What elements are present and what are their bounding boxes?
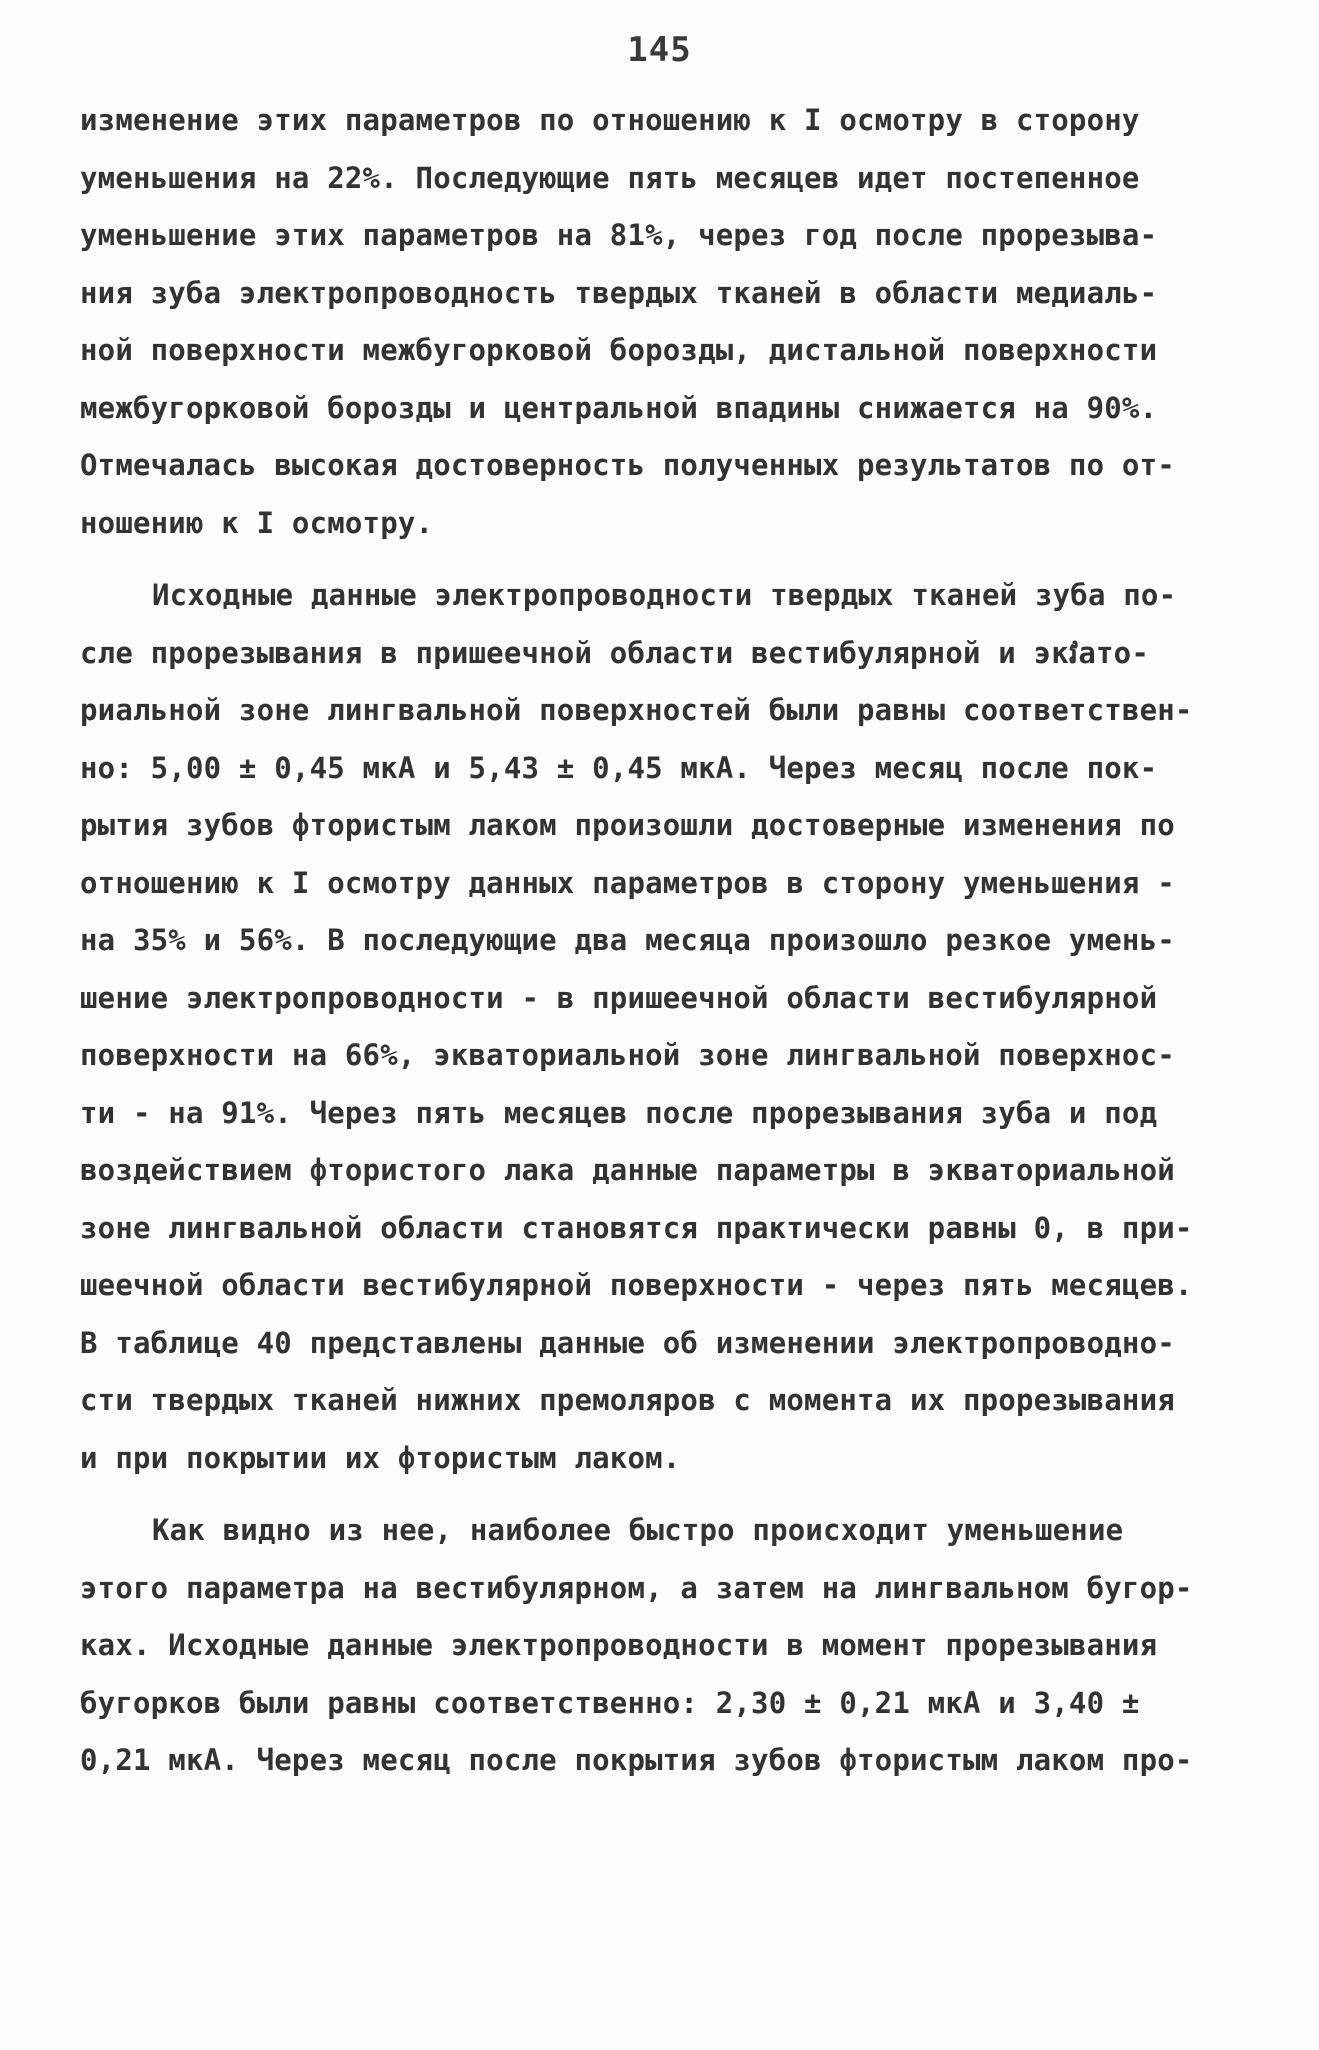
text-line: уменьшения на 22%. Последующие пять месяцев идет постепенное	[80, 160, 1140, 195]
text-line: ной поверхности межбугорковой борозды, дистальной поверхности	[80, 333, 1158, 367]
text-line: ношению к I осмотру.	[80, 505, 434, 540]
paragraph	[80, 1502, 1255, 1790]
text-line: но: 5,00 ± 0,45 мкА и 5,43 ± 0,45 мкА. Через месяц после пок-	[80, 750, 1158, 785]
text-line: отношению к I осмотру данных параметров в сторону уменьшения -	[80, 865, 1175, 900]
text-line: ти - на 91%. Через пять месяцев после прорезывания зуба и под	[80, 1095, 1158, 1130]
text-line: риальной зоне лингвальной поверхностей были равны соответствен-	[80, 693, 1193, 727]
text-line: 0,21 мкА. Через месяц после покрытия зубов фтористым лаком про-	[80, 1743, 1193, 1777]
paragraph	[80, 567, 1255, 1487]
text-line: этого параметра на вестибулярном, а затем на лингвальном бугор-	[80, 1570, 1193, 1605]
text-line: изменение этих параметров по отношению к I осмотру в сторону	[80, 103, 1140, 137]
text-line: сти твердых тканей нижних премоляров с момента их прорезывания	[80, 1383, 1175, 1417]
text-line: шение электропроводности - в пришеечной области вестибулярной	[80, 980, 1158, 1015]
paragraph-gap	[80, 1487, 1255, 1502]
body-text	[80, 92, 1255, 1790]
text-line: сле прорезывания в пришеечной области вестибулярной и экវато-	[80, 635, 1149, 670]
text-line: уменьшение этих параметров на 81%, через год после прорезыва-	[80, 218, 1158, 252]
paragraph-gap	[80, 552, 1255, 567]
text-line: Исходные данные электропроводности твердых тканей зуба по-	[152, 578, 1177, 612]
text-line: воздействием фтористого лака данные параметры в экваториальной	[80, 1153, 1175, 1187]
text-line: межбугорковой борозды и центральной впадины снижается на 90%.	[80, 390, 1158, 425]
text-line: Как видно из нее, наиболее быстро происходит уменьшение	[152, 1513, 1124, 1547]
page-number: 145	[627, 30, 692, 70]
text-line: ния зуба электропроводность твердых тканей в области медиаль-	[80, 275, 1158, 310]
paragraph	[80, 92, 1255, 552]
text-line: ках. Исходные данные электропроводности в момент прорезывания	[80, 1628, 1158, 1662]
text-line: В таблице 40 представлены данные об изменении электропроводно-	[80, 1325, 1175, 1360]
text-line: на 35% и 56%. В последующие два месяца произошло резкое умень-	[80, 923, 1175, 957]
text-line: поверхности на 66%, экваториальной зоне лингвальной поверхнос-	[80, 1038, 1175, 1072]
text-line: бугорков были равны соответственно: 2,30 ± 0,21 мкА и 3,40 ±	[80, 1685, 1140, 1720]
text-line: рытия зубов фтористым лаком произошли достоверные изменения по	[80, 808, 1175, 842]
text-line: шеечной области вестибулярной поверхности - через пять месяцев.	[80, 1268, 1193, 1302]
text-line: и при покрытии их фтористым лаком.	[80, 1440, 681, 1475]
text-line: зоне лингвальной области становятся практически равны 0, в при-	[80, 1210, 1193, 1245]
text-line: Отмечалась высокая достоверность полученных результатов по от-	[80, 448, 1175, 482]
